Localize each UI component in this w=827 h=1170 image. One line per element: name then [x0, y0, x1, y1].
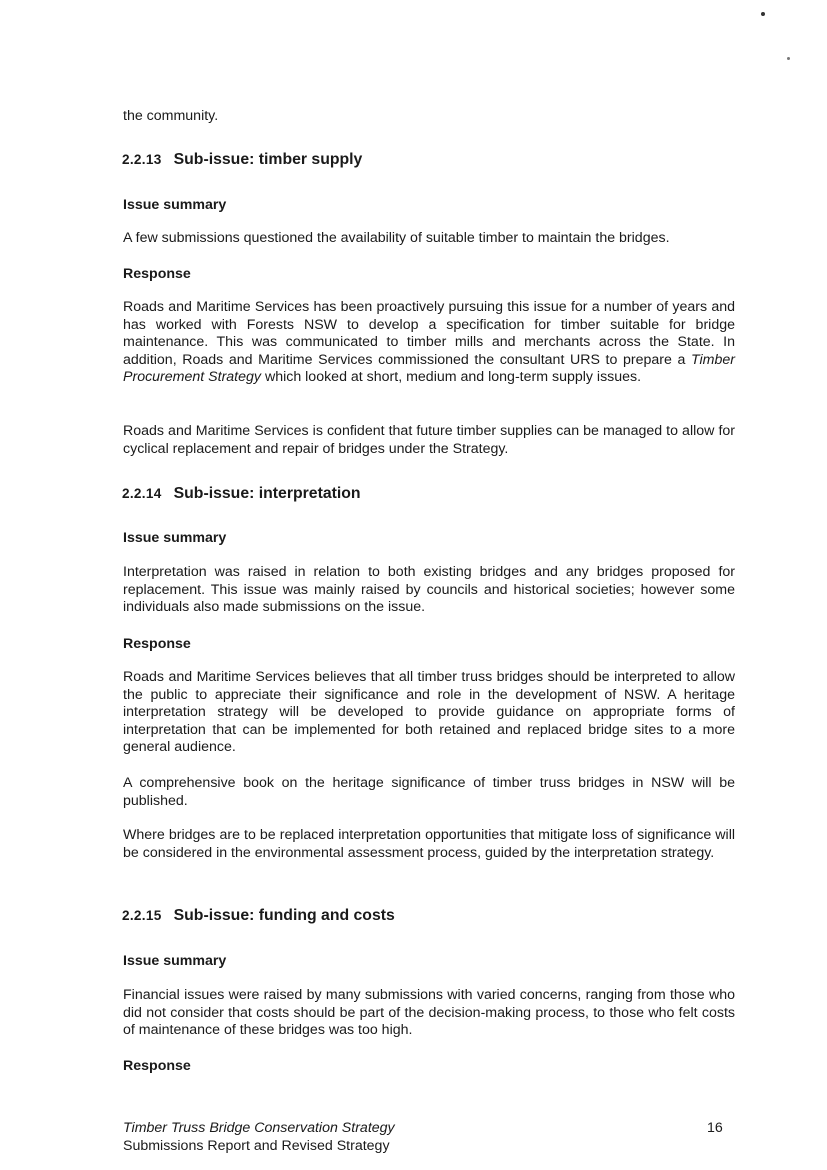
section-heading — [122, 150, 362, 170]
page-number: 16 — [707, 1120, 723, 1136]
response-label: Response — [123, 1058, 191, 1074]
issue-summary-label: Issue summary — [123, 953, 227, 969]
response-paragraph: Where bridges are to be replaced interpretation opportunities that mitigate loss of significance will be considered in the environmental assessment process, guided by the interpretation strategy. — [123, 827, 735, 861]
document-title-italic: Timber Procurement Strategy — [123, 351, 735, 386]
section-title: Sub-issue: interpretation — [173, 485, 361, 502]
response-text: which looked at short, medium and long-term supply issues. — [261, 369, 642, 386]
section-number: 2.2.15 — [122, 908, 162, 923]
response-paragraph — [123, 299, 735, 387]
footer-document-subtitle: Submissions Report and Revised Strategy — [123, 1137, 390, 1154]
issue-summary-text: Financial issues were raised by many submissions with varied concerns, ranging from those who did not consider that costs should be part of the decision-making process, to those who felt costs of maintenance of these bridges was too high. — [123, 987, 735, 1039]
response-label: Response — [123, 636, 191, 652]
section-number: 2.2.14 — [122, 486, 162, 501]
response-paragraph: Roads and Maritime Services is confident that future timber supplies can be managed to allow for cyclical replacement and repair of bridges under the Strategy. — [123, 423, 735, 457]
scan-speck — [761, 12, 765, 16]
page-footer — [123, 1120, 395, 1155]
scan-speck — [787, 57, 790, 60]
response-paragraph: Roads and Maritime Services believes that all timber truss bridges should be interpreted to allow the public to appreciate their significance and role in the development of NSW. A heritage interpretation strategy will be developed to provide guidance on appropriate forms of interpretation that can be implemented for both retained and replaced bridge sites to a more general audience. — [123, 669, 735, 756]
response-label: Response — [123, 266, 191, 282]
footer-document-title: Timber Truss Bridge Conservation Strategy — [123, 1120, 395, 1136]
issue-summary-text: A few submissions questioned the availability of suitable timber to maintain the bridges. — [123, 230, 670, 246]
response-text: Roads and Maritime Services has been proactively pursuing this issue for a number of years and has worked with Forests NSW to develop a specification for timber suitable for bridge maintenance. This was communicated to timber mills and merchants across the State. In addition, Roads and Maritime Services commissioned the consultant URS to prepare a — [123, 299, 735, 368]
section-title: Sub-issue: timber supply — [173, 151, 363, 168]
section-title: Sub-issue: funding and costs — [173, 907, 395, 924]
continuation-text: the community. — [123, 108, 219, 124]
section-heading — [122, 906, 395, 926]
response-paragraph: A comprehensive book on the heritage significance of timber truss bridges in NSW will be published. — [123, 775, 735, 809]
issue-summary-text: Interpretation was raised in relation to both existing bridges and any bridges proposed for replacement. This issue was mainly raised by councils and historical societies; however some individuals also made submissions on the issue. — [123, 564, 735, 616]
issue-summary-label: Issue summary — [123, 197, 227, 213]
section-number: 2.2.13 — [122, 152, 162, 167]
section-heading — [122, 484, 361, 504]
issue-summary-label: Issue summary — [123, 530, 227, 546]
